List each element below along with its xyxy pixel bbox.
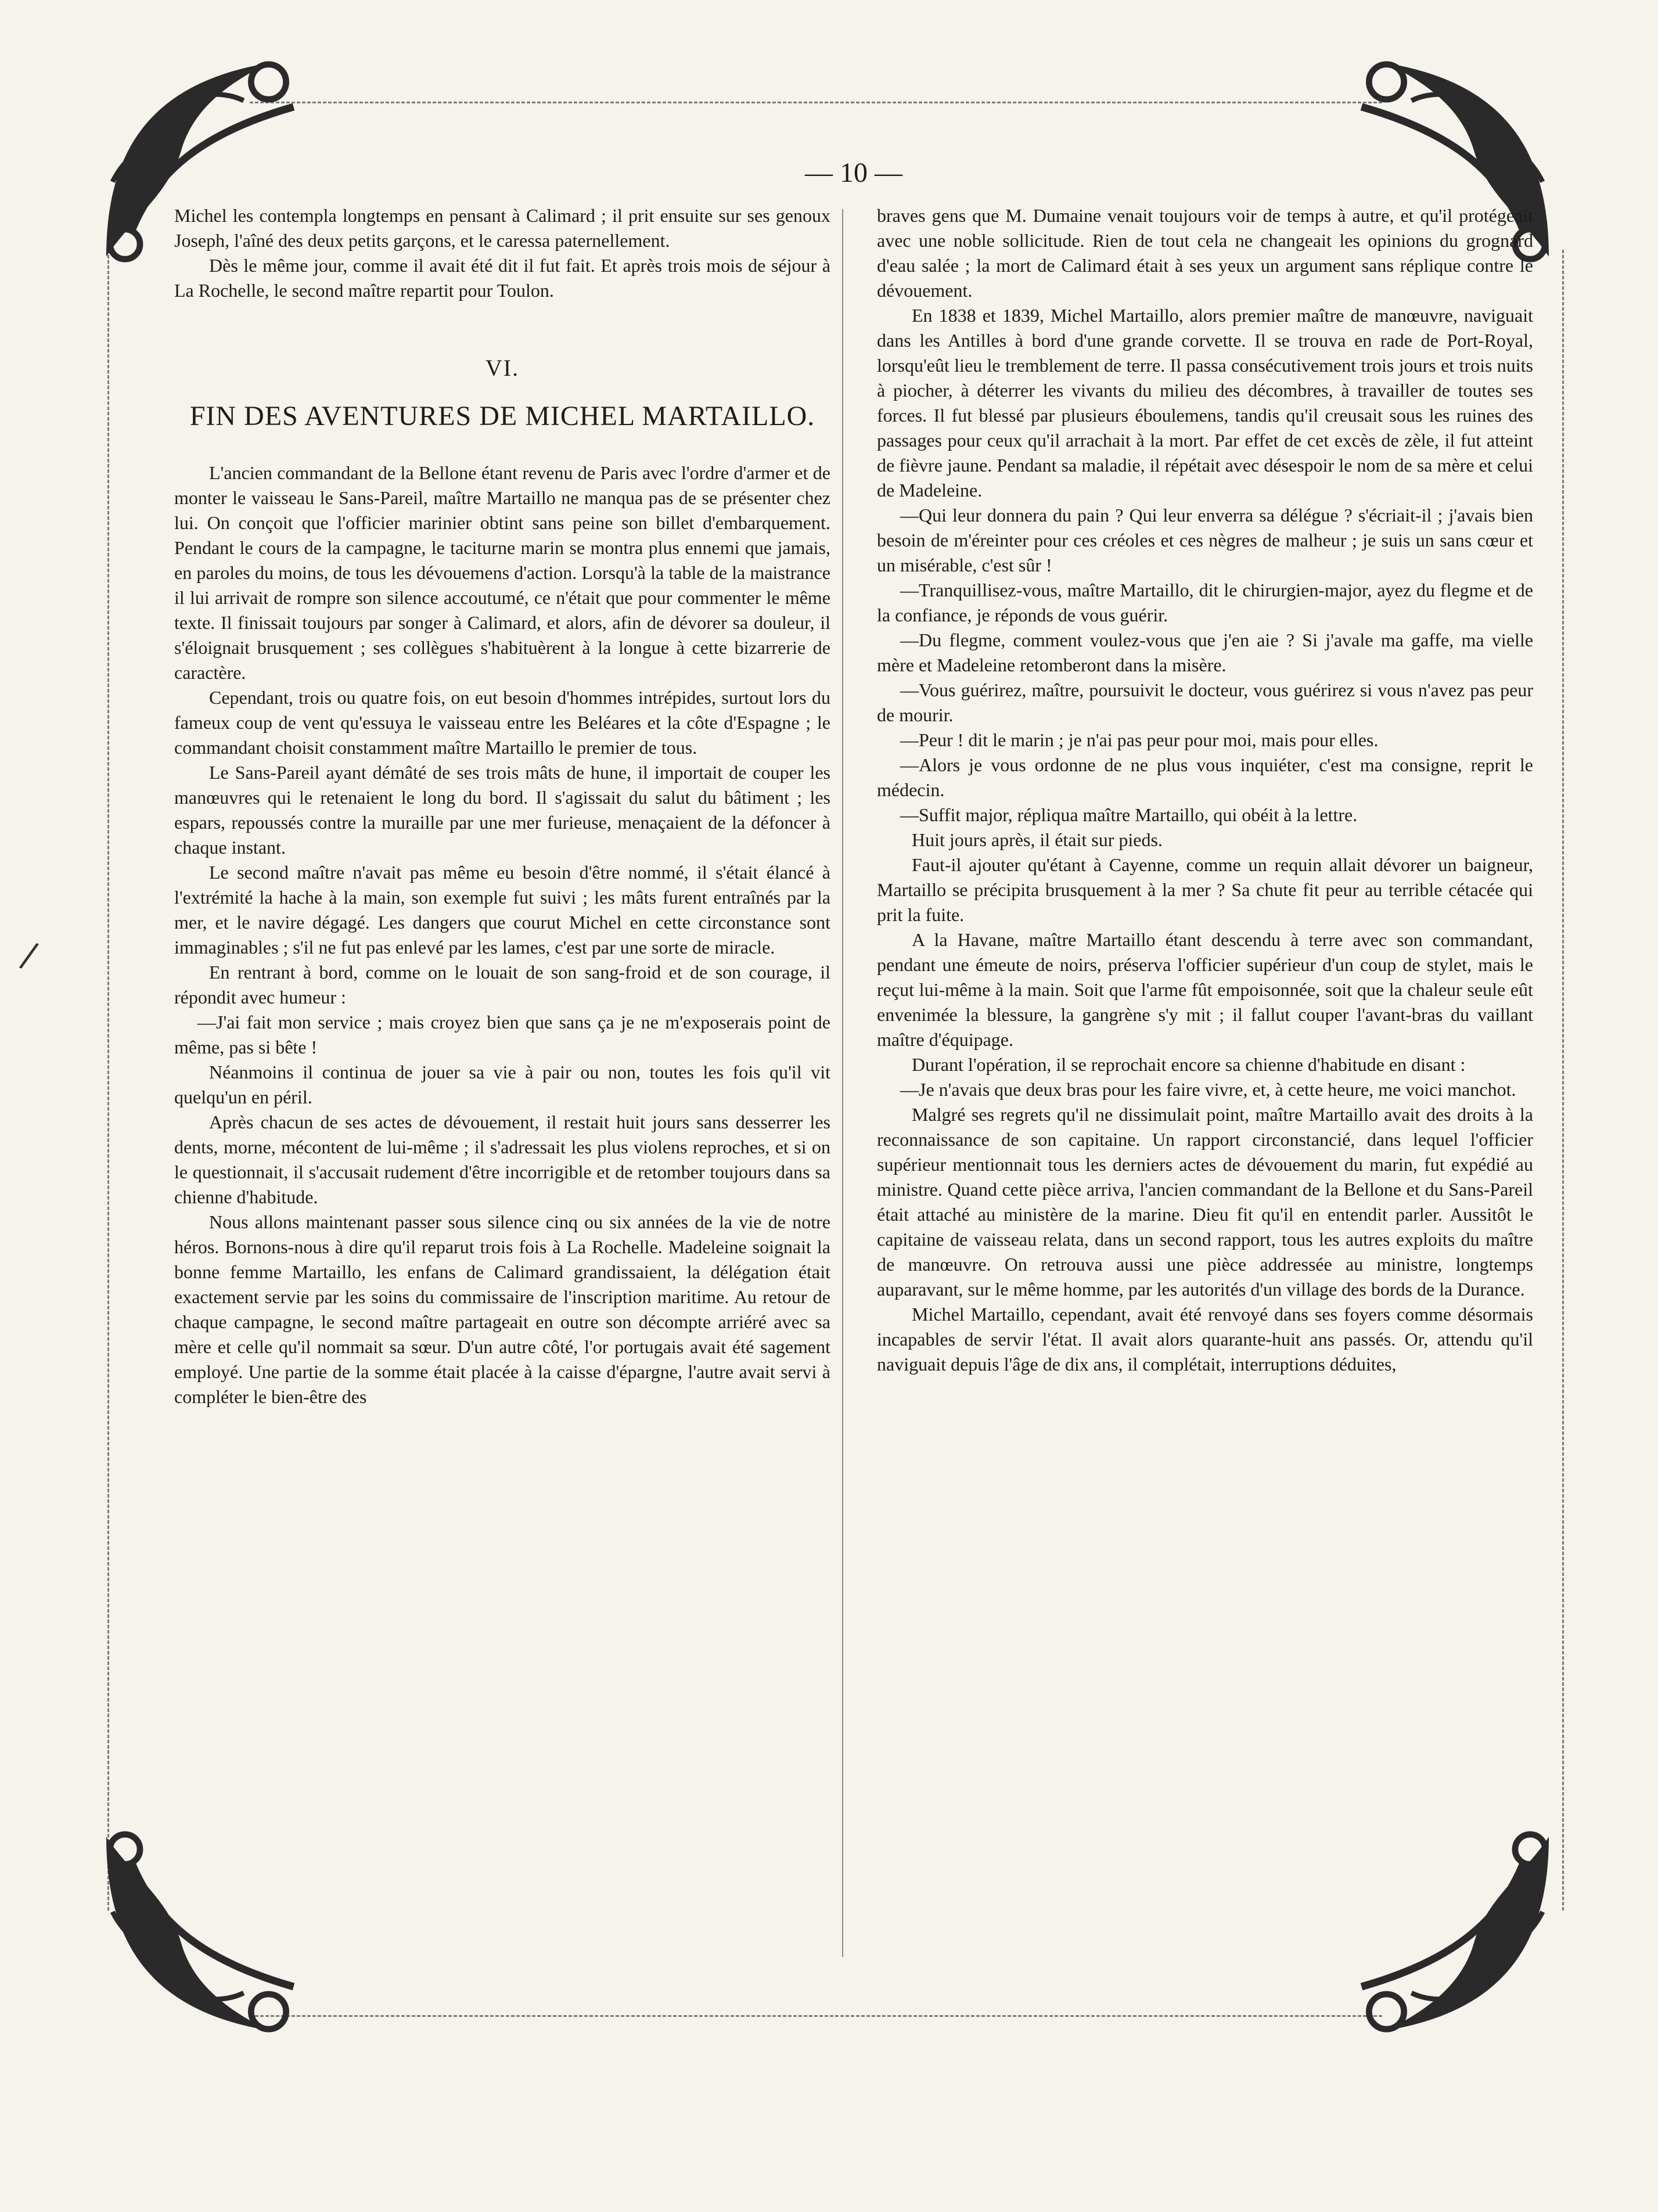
bottom-border-line <box>250 2015 1382 2017</box>
paragraph: Durant l'opération, il se reprochait encore sa chienne d'habitude en disant : <box>912 1054 1466 1075</box>
margin-pen-mark: / <box>17 934 41 977</box>
paragraph: A la Havane, maître Martaillo étant descendu à terre avec son commandant, pendant une émeute de noirs, préserva l'officier supérieur d'un coup de stylet, mais le reçut lui-même à la main. Soit que l'arme fût empoisonnée, soit que la chaleur seule eût envenimée la blessure, la gangrène s'y mit ; il fallut couper l'avant-bras du vaillant maître d'équipage. <box>877 929 1533 1050</box>
right-border-line <box>1562 250 1564 1911</box>
paragraph: Michel les contempla longtemps en pensant à Calimard ; il prit ensuite sur ses genoux Joseph, l'aîné des deux petits garçons, et le caressa paternellement. <box>174 205 830 251</box>
paragraph: Le Sans-Pareil ayant démâté de ses trois mâts de hune, il importait de couper les manœuvres qui le retenaient le long du bord. Il s'agissait du salut du bâtiment ; les espars, repoussés contre la muraille par une mer furieuse, menaçaient de la défoncer à chaque instant. <box>174 762 830 858</box>
left-column <box>174 203 830 1409</box>
paragraph: Le second maître n'avait pas même eu besoin d'être nommé, il s'était élancé à l'extrémité la hache à la main, son exemple fut suivi ; les mâts furent entraînés par la mer, et le navire dégagé. Les dangers que courut Michel en cette circonstance sont immaginables ; s'il ne fut pas enlevé par les lames, c'est par une sorte de miracle. <box>174 862 830 958</box>
page-number: — 10 — <box>805 157 902 188</box>
corner-ornament-bottom-right <box>1324 1812 1574 2062</box>
paragraph: Après chacun de ses actes de dévouement, il restait huit jours sans desserrer les dents, morne, mécontent de lui-même ; il s'adressait les plus violens reproches, et si on le questionnait, il s'accusait rudement d'être incorrigible et de retomber toujours dans sa chienne d'habitude. <box>174 1112 830 1207</box>
dialogue-line: —Du flegme, comment voulez-vous que j'en aie ? Si j'avale ma gaffe, ma vielle mère et Madeleine retomberont dans la misère. <box>877 630 1533 675</box>
paragraph: Dès le même jour, comme il avait été dit il fut fait. Et après trois mois de séjour à La Rochelle, le second maître repartit pour Toulon. <box>174 255 830 301</box>
top-border-line <box>250 102 1382 103</box>
paragraph: Cependant, trois ou quatre fois, on eut besoin d'hommes intrépides, surtout lors du fameux coup de vent qu'essuya le vaisseau entre les Beléares et la côte d'Espagne ; le commandant choisit constamment maître Martaillo le premier de tous. <box>174 687 830 758</box>
corner-ornament-bottom-left <box>81 1812 331 2062</box>
dialogue-line: —Peur ! dit le marin ; je n'ai pas peur pour moi, mais pour elles. <box>900 729 1379 750</box>
dialogue-line: —Suffit major, répliqua maître Martaillo, qui obéit à la lettre. <box>900 804 1358 825</box>
section-number: VI. <box>485 355 520 381</box>
section-title: FIN DES AVENTURES DE MICHEL MARTAILLO. <box>189 401 815 431</box>
left-border-line <box>107 250 109 1911</box>
dialogue-line: —Alors je vous ordonne de ne plus vous inquiéter, c'est ma consigne, reprit le médecin. <box>877 754 1533 800</box>
dialogue-line: —Tranquillisez-vous, maître Martaillo, dit le chirurgien-major, ayez du flegme et de la confiance, je réponds de vous guérir. <box>877 580 1533 625</box>
paragraph: Huit jours après, il était sur pieds. <box>912 829 1163 850</box>
paragraph: braves gens que M. Dumaine venait toujours voir de temps à autre, et qu'il protégeait avec une noble sollicitude. Rien de tout cela ne changeait les opinions du grognard d'eau salée ; la mort de Calimard était à ses yeux un argument sans réplique contre le dévouement. <box>877 205 1533 301</box>
right-column <box>877 203 1533 1377</box>
paragraph: Nous allons maintenant passer sous silence cinq ou six années de la vie de notre héros. Bornons-nous à dire qu'il reparut trois fois à La Rochelle. Madeleine soignait la bonne femme Martaillo, les enfans de Calimard grandissaient, la délégation était exactement servie par les soins du commissaire de l'inscription maritime. Au retour de chaque campagne, le second maître partageait en outre son décompte arriéré avec sa mère et celle qu'il nommait sa sœur. D'un autre côté, l'or portugais avait été sagement employé. Une partie de la somme était placée à la caisse d'épargne, l'autre avait servi à compléter le bien-être des <box>174 1211 830 1407</box>
paragraph: L'ancien commandant de la Bellone étant revenu de Paris avec l'ordre d'armer et de monter le vaisseau le Sans-Pareil, maître Martaillo ne manqua pas de se présenter chez lui. On conçoit que l'officier marinier obtint sans peine son billet d'embarquement. Pendant le cours de la campagne, le taciturne marin se montra plus ennemi que jamais, en paroles du moins, de tous les dévouemens d'action. Lorsqu'à la table de la maistrance il lui arrivait de rompre son silence accoutumé, ce n'était que pour commenter le même texte. Il finissait toujours par songer à Calimard, et alors, afin de dévorer sa douleur, il s'éloignait brusquement ; ses collègues s'habituèrent à la longue à cette bizarrerie de caractère. <box>174 462 830 683</box>
paragraph: Michel Martaillo, cependant, avait été renvoyé dans ses foyers comme désormais incapables de servir l'état. Il avait alors quarante-huit ans passés. Or, attendu qu'il naviguait depuis l'âge de dix ans, il complétait, interruptions déduites, <box>877 1304 1533 1375</box>
dialogue-line: —Vous guérirez, maître, poursuivit le docteur, vous guérirez si vous n'avez pas peur de mourir. <box>877 679 1533 725</box>
dialogue-line: —Qui leur donnera du pain ? Qui leur enverra sa délégue ? s'écriait-il ; j'avais bien besoin de m'éreinter pour ces créoles et ces nègres de malheur ; je suis un sans cœur et un misérable, c'est sûr ! <box>877 505 1533 576</box>
paragraph: En 1838 et 1839, Michel Martaillo, alors premier maître de manœuvre, naviguait dans les Antilles à bord d'une grande corvette. Il se trouva en rade de Port-Royal, lorsqu'eût lieu le tremblement de terre. Il passa consécutivement trois jours et trois nuits à piocher, à déterrer les vivants du milieu des décombres, à travailler de toutes ses forces. Il fut blessé par plusieurs éboulemens, tandis qu'il creusait sous les ruines des passages pour ceux qu'il arrachait à la mort. Par effet de cet excès de zèle, il fut atteint de fièvre jaune. Pendant sa maladie, il répétait avec désespoir le nom de sa mère et celui de Madeleine. <box>877 305 1533 501</box>
paragraph: Faut-il ajouter qu'étant à Cayenne, comme un requin allait dévorer un baigneur, Martaillo se précipita brusquement à la mer ? Sa chute fit peur au terrible cétacée qui prit la fuite. <box>877 854 1533 925</box>
paragraph: Néanmoins il continua de jouer sa vie à pair ou non, toutes les fois qu'il vit quelqu'un en péril. <box>174 1062 830 1107</box>
dialogue-line: —Je n'avais que deux bras pour les faire vivre, et, à cette heure, me voici manchot. <box>900 1079 1516 1100</box>
paragraph: En rentrant à bord, comme on le louait de son sang-froid et de son courage, il répondit avec humeur : <box>174 962 830 1008</box>
paragraph: Malgré ses regrets qu'il ne dissimulait point, maître Martaillo avait des droits à la reconnaissance de son capitaine. Un rapport circonstancié, dans lequel l'officier supérieur mentionnait tous les derniers actes de dévouement du marin, fut expédié au ministre. Quand cette pièce arriva, l'ancien commandant de la Bellone et du Sans-Pareil était attaché au ministère de la marine. Dieu fit qu'il en entendit parler. Aussitôt le capitaine de vaisseau relata, dans un second rapport, tous les autres exploits du maître de manœuvre. On retrouva aussi une pièce addressée au ministre, longtemps auparavant, sur le même homme, par les autorités d'un village des bords de la Durance. <box>877 1104 1533 1300</box>
dialogue-line: —J'ai fait mon service ; mais croyez bien que sans ça je ne m'exposerais point de même, pas si bête ! <box>174 1012 830 1058</box>
column-divider <box>842 209 843 1957</box>
